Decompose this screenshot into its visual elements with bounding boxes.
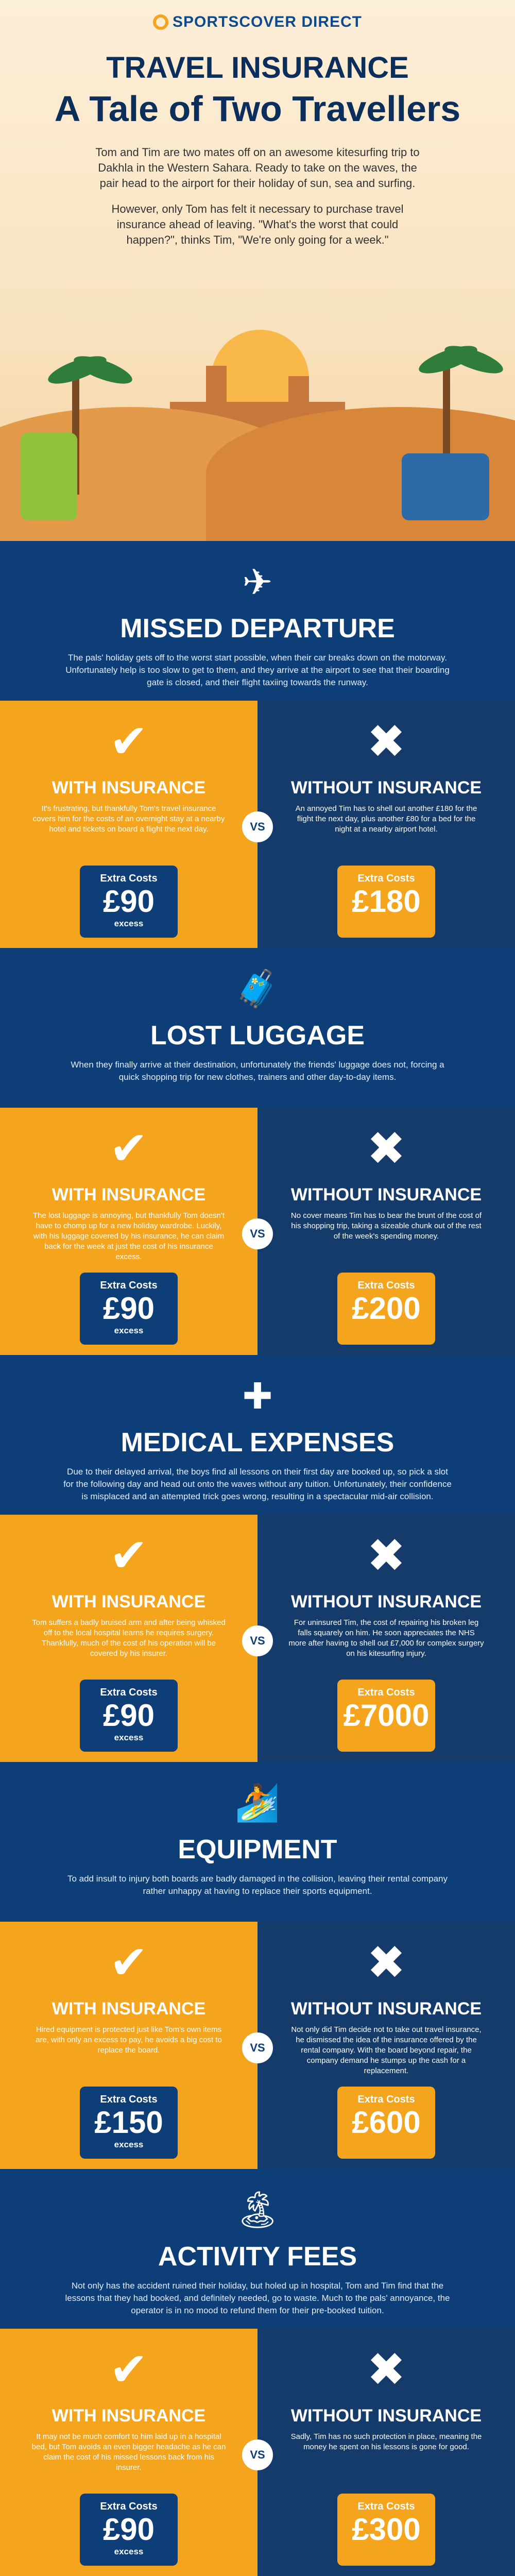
check-icon: ✔	[109, 1937, 148, 1989]
brand-logo	[0, 0, 515, 31]
activity-fees-title: ACTIVITY FEES	[158, 2242, 357, 2272]
excess-label: excess	[114, 1733, 144, 1742]
equipment-with-column	[0, 1922, 258, 2169]
extra-cost-value: £90	[102, 2512, 155, 2547]
with-insurance-heading: WITH INSURANCE	[52, 1185, 206, 1205]
medical-icon: ✚	[242, 1376, 273, 1416]
lost-luggage-title: LOST LUGGAGE	[150, 1021, 365, 1050]
activity-fees-without-column	[258, 2329, 515, 2576]
cross-icon: ✖	[367, 1937, 406, 1989]
vs-badge: VS	[242, 2032, 273, 2063]
cross-icon: ✖	[367, 2344, 406, 2396]
extra-cost-value: £90	[102, 884, 155, 919]
cross-icon: ✖	[367, 1123, 406, 1175]
activity-fees-compare	[0, 2329, 515, 2576]
equipment-title: EQUIPMENT	[178, 1835, 337, 1865]
page-title: TRAVEL INSURANCE	[106, 51, 409, 84]
medical-expenses-section-head	[0, 1355, 515, 1515]
activity-icon: 🏝	[234, 2190, 281, 2230]
extra-cost-box	[337, 866, 435, 938]
extra-cost-value: £300	[352, 2512, 421, 2547]
extra-cost-label: Extra Costs	[100, 873, 158, 884]
intro-paragraph-1: Tom and Tim are two mates off on an awesome kitesurfing trip to Dakhla in the Western Sahara. Ready to take on the waves, the pair head to the airport for their holiday of sun, sea and surfing.	[95, 146, 420, 190]
blue-suitcase-icon	[402, 453, 489, 520]
without-insurance-text: Sadly, Tim has no such protection in place, meaning the money he spent on his lessons is gone for good.	[290, 2432, 482, 2451]
extra-cost-box	[337, 1273, 435, 1345]
without-insurance-text: No cover means Tim has to bear the brunt of the cost of his shopping trip, taking a sizeable chunk out of the rest of the week's spending money.	[290, 1211, 482, 1241]
medical-expenses-compare	[0, 1515, 515, 1762]
extra-cost-label: Extra Costs	[357, 873, 415, 884]
check-icon: ✔	[109, 1123, 148, 1175]
airplane-icon: ✈	[242, 562, 273, 602]
without-insurance-heading: WITHOUT INSURANCE	[290, 1999, 482, 2019]
with-insurance-heading: WITH INSURANCE	[52, 1999, 206, 2019]
with-insurance-heading: WITH INSURANCE	[52, 2406, 206, 2426]
check-icon: ✔	[109, 2344, 148, 2396]
extra-cost-label: Extra Costs	[100, 2501, 158, 2512]
extra-cost-box	[80, 2494, 178, 2566]
without-insurance-text: Not only did Tim decide not to take out travel insurance, he dismissed the idea of the insurance offered by the rental company. With the board beyond repair, the company demand he stumps up the cash for a replacement.	[291, 2025, 482, 2075]
intro	[93, 145, 422, 248]
extra-cost-value: £600	[352, 2105, 421, 2140]
intro-paragraph-2: However, only Tom has felt it necessary to purchase travel insurance ahead of leaving. "What's the worst that could happen?", thinks Tim, "We're only going for a week."	[111, 202, 404, 246]
lost-luggage-compare	[0, 1108, 515, 1355]
cross-icon: ✖	[367, 716, 406, 768]
without-insurance-text: An annoyed Tim has to shell out another £180 for the flight the next day, plus another £80 for a bed for the night at a nearby airport hotel.	[295, 804, 477, 834]
header	[0, 0, 515, 541]
medical-expenses-with-column	[0, 1515, 258, 1762]
extra-cost-label: Extra Costs	[100, 1280, 158, 1291]
lost-luggage-description: When they finally arrive at their destination, unfortunately the friends' luggage does not, forcing a quick shopping trip for new clothes, trainers and other day-to-day items.	[71, 1060, 444, 1082]
missed-departure-title: MISSED DEPARTURE	[120, 614, 395, 643]
equipment-without-column	[258, 1922, 515, 2169]
equipment-compare	[0, 1922, 515, 2169]
vs-badge: VS	[242, 1625, 273, 1656]
surfboard-icon: 🏄	[235, 1783, 280, 1823]
with-insurance-text: It's frustrating, but thankfully Tom's travel insurance covers him for the costs of an overnight stay at a nearby hotel and tickets on board a flight the next day.	[32, 804, 225, 834]
vs-badge: VS	[242, 1218, 273, 1249]
activity-fees-with-column	[0, 2329, 258, 2576]
without-insurance-heading: WITHOUT INSURANCE	[290, 1592, 482, 1612]
extra-cost-value: £200	[352, 1291, 421, 1326]
extra-cost-label: Extra Costs	[357, 2501, 415, 2512]
without-insurance-text: For uninsured Tim, the cost of repairing his broken leg falls squarely on him. He soon appreciates the NHS more after having to shell out £7,000 for complex surgery on his kitesurfing injury.	[288, 1618, 484, 1658]
excess-label: excess	[114, 2547, 144, 2556]
extra-cost-label: Extra Costs	[357, 1280, 415, 1291]
extra-cost-label: Extra Costs	[100, 1687, 158, 1698]
extra-cost-value: £150	[94, 2105, 163, 2140]
without-insurance-heading: WITHOUT INSURANCE	[290, 2406, 482, 2426]
without-insurance-heading: WITHOUT INSURANCE	[290, 778, 482, 798]
missed-departure-description: The pals' holiday gets off to the worst start possible, when their car breaks down on the motorway. Unfortunately help is too slow to get to them, and they arrive at the airport to see that their boarding gate is closed, and their flight taxiing towards the runway.	[65, 653, 450, 687]
medical-expenses-title: MEDICAL EXPENSES	[121, 1428, 394, 1458]
with-insurance-heading: WITH INSURANCE	[52, 778, 206, 798]
extra-cost-value: £90	[102, 1291, 155, 1326]
with-insurance-text: It may not be much comfort to him laid up in a hospital bed, but Tom avoids an even bigger headache as he can claim the cost of his missed lessons back from his insurer.	[31, 2432, 226, 2472]
luggage-icon: 🧳	[235, 969, 280, 1009]
page-subtitle: A Tale of Two Travellers	[54, 89, 461, 129]
extra-cost-box	[80, 2087, 178, 2159]
excess-label: excess	[114, 1326, 144, 1335]
missed-departure-compare	[0, 701, 515, 948]
extra-cost-label: Extra Costs	[357, 2094, 415, 2105]
missed-departure-with-column	[0, 701, 258, 948]
cross-icon: ✖	[367, 1530, 406, 1582]
extra-cost-box	[337, 2494, 435, 2566]
extra-cost-box	[80, 1273, 178, 1345]
extra-cost-box	[337, 2087, 435, 2159]
lost-luggage-section-head	[0, 948, 515, 1108]
with-insurance-text: Hired equipment is protected just like Tom's own items are, with only an excess to pay, he avoids a big cost to replace the board.	[36, 2025, 222, 2055]
green-suitcase-icon	[21, 433, 77, 520]
activity-fees-description: Not only has the accident ruined their holiday, but holed up in hospital, Tom and Tim find that the lessons that they had booked, and definitely needed, go to waste. Much to the pals' annoyance, the operator is in no mood to refund them for their pre-booked tuition.	[65, 2281, 450, 2315]
extra-cost-box	[80, 1680, 178, 1752]
vs-badge: VS	[242, 2439, 273, 2470]
check-icon: ✔	[109, 1530, 148, 1582]
lost-luggage-without-column	[258, 1108, 515, 1355]
with-insurance-text: The lost luggage is annoying, but thankfully Tom doesn't have to chomp up for a new holiday wardrobe. Luckily, with his luggage covered by his insurance, he can claim back for the week at just the cost of his insurance excess.	[33, 1211, 225, 1261]
extra-cost-value: £7000	[343, 1698, 430, 1733]
vs-badge: VS	[242, 811, 273, 842]
medical-expenses-description: Due to their delayed arrival, the boys find all lessons on their first day are booked up, so pick a slot for the following day and head out onto the waves without any tuition. Unfortunately, their confidence is misplaced and an attempted trick goes wrong, resulting in a spectacular mid-air collision.	[63, 1467, 452, 1501]
excess-label: excess	[114, 2140, 144, 2149]
check-icon: ✔	[109, 716, 148, 768]
without-insurance-heading: WITHOUT INSURANCE	[290, 1185, 482, 1205]
extra-cost-label: Extra Costs	[357, 1687, 415, 1698]
lost-luggage-with-column	[0, 1108, 258, 1355]
with-insurance-text: Tom suffers a badly bruised arm and after being whisked off to the local hospital learns he requires surgery. Thankfully, much of the cost of his operation will be covered by his insurer.	[32, 1618, 226, 1658]
extra-cost-box	[80, 866, 178, 938]
equipment-section-head	[0, 1762, 515, 1922]
extra-cost-label: Extra Costs	[100, 2094, 158, 2105]
excess-label: excess	[114, 919, 144, 928]
logo-ring-icon	[153, 14, 168, 30]
extra-cost-value: £180	[352, 884, 421, 919]
activity-fees-section-head	[0, 2169, 515, 2329]
missed-departure-without-column	[258, 701, 515, 948]
equipment-description: To add insult to injury both boards are badly damaged in the collision, leaving their rental company rather unhappy at having to replace their sports equipment.	[67, 1874, 448, 1896]
medical-expenses-without-column	[258, 1515, 515, 1762]
extra-cost-box	[337, 1680, 435, 1752]
missed-departure-section-head	[0, 541, 515, 701]
brand-name: SPORTSCOVER DIRECT	[172, 13, 363, 30]
extra-cost-value: £90	[102, 1698, 155, 1733]
with-insurance-heading: WITH INSURANCE	[52, 1592, 206, 1612]
